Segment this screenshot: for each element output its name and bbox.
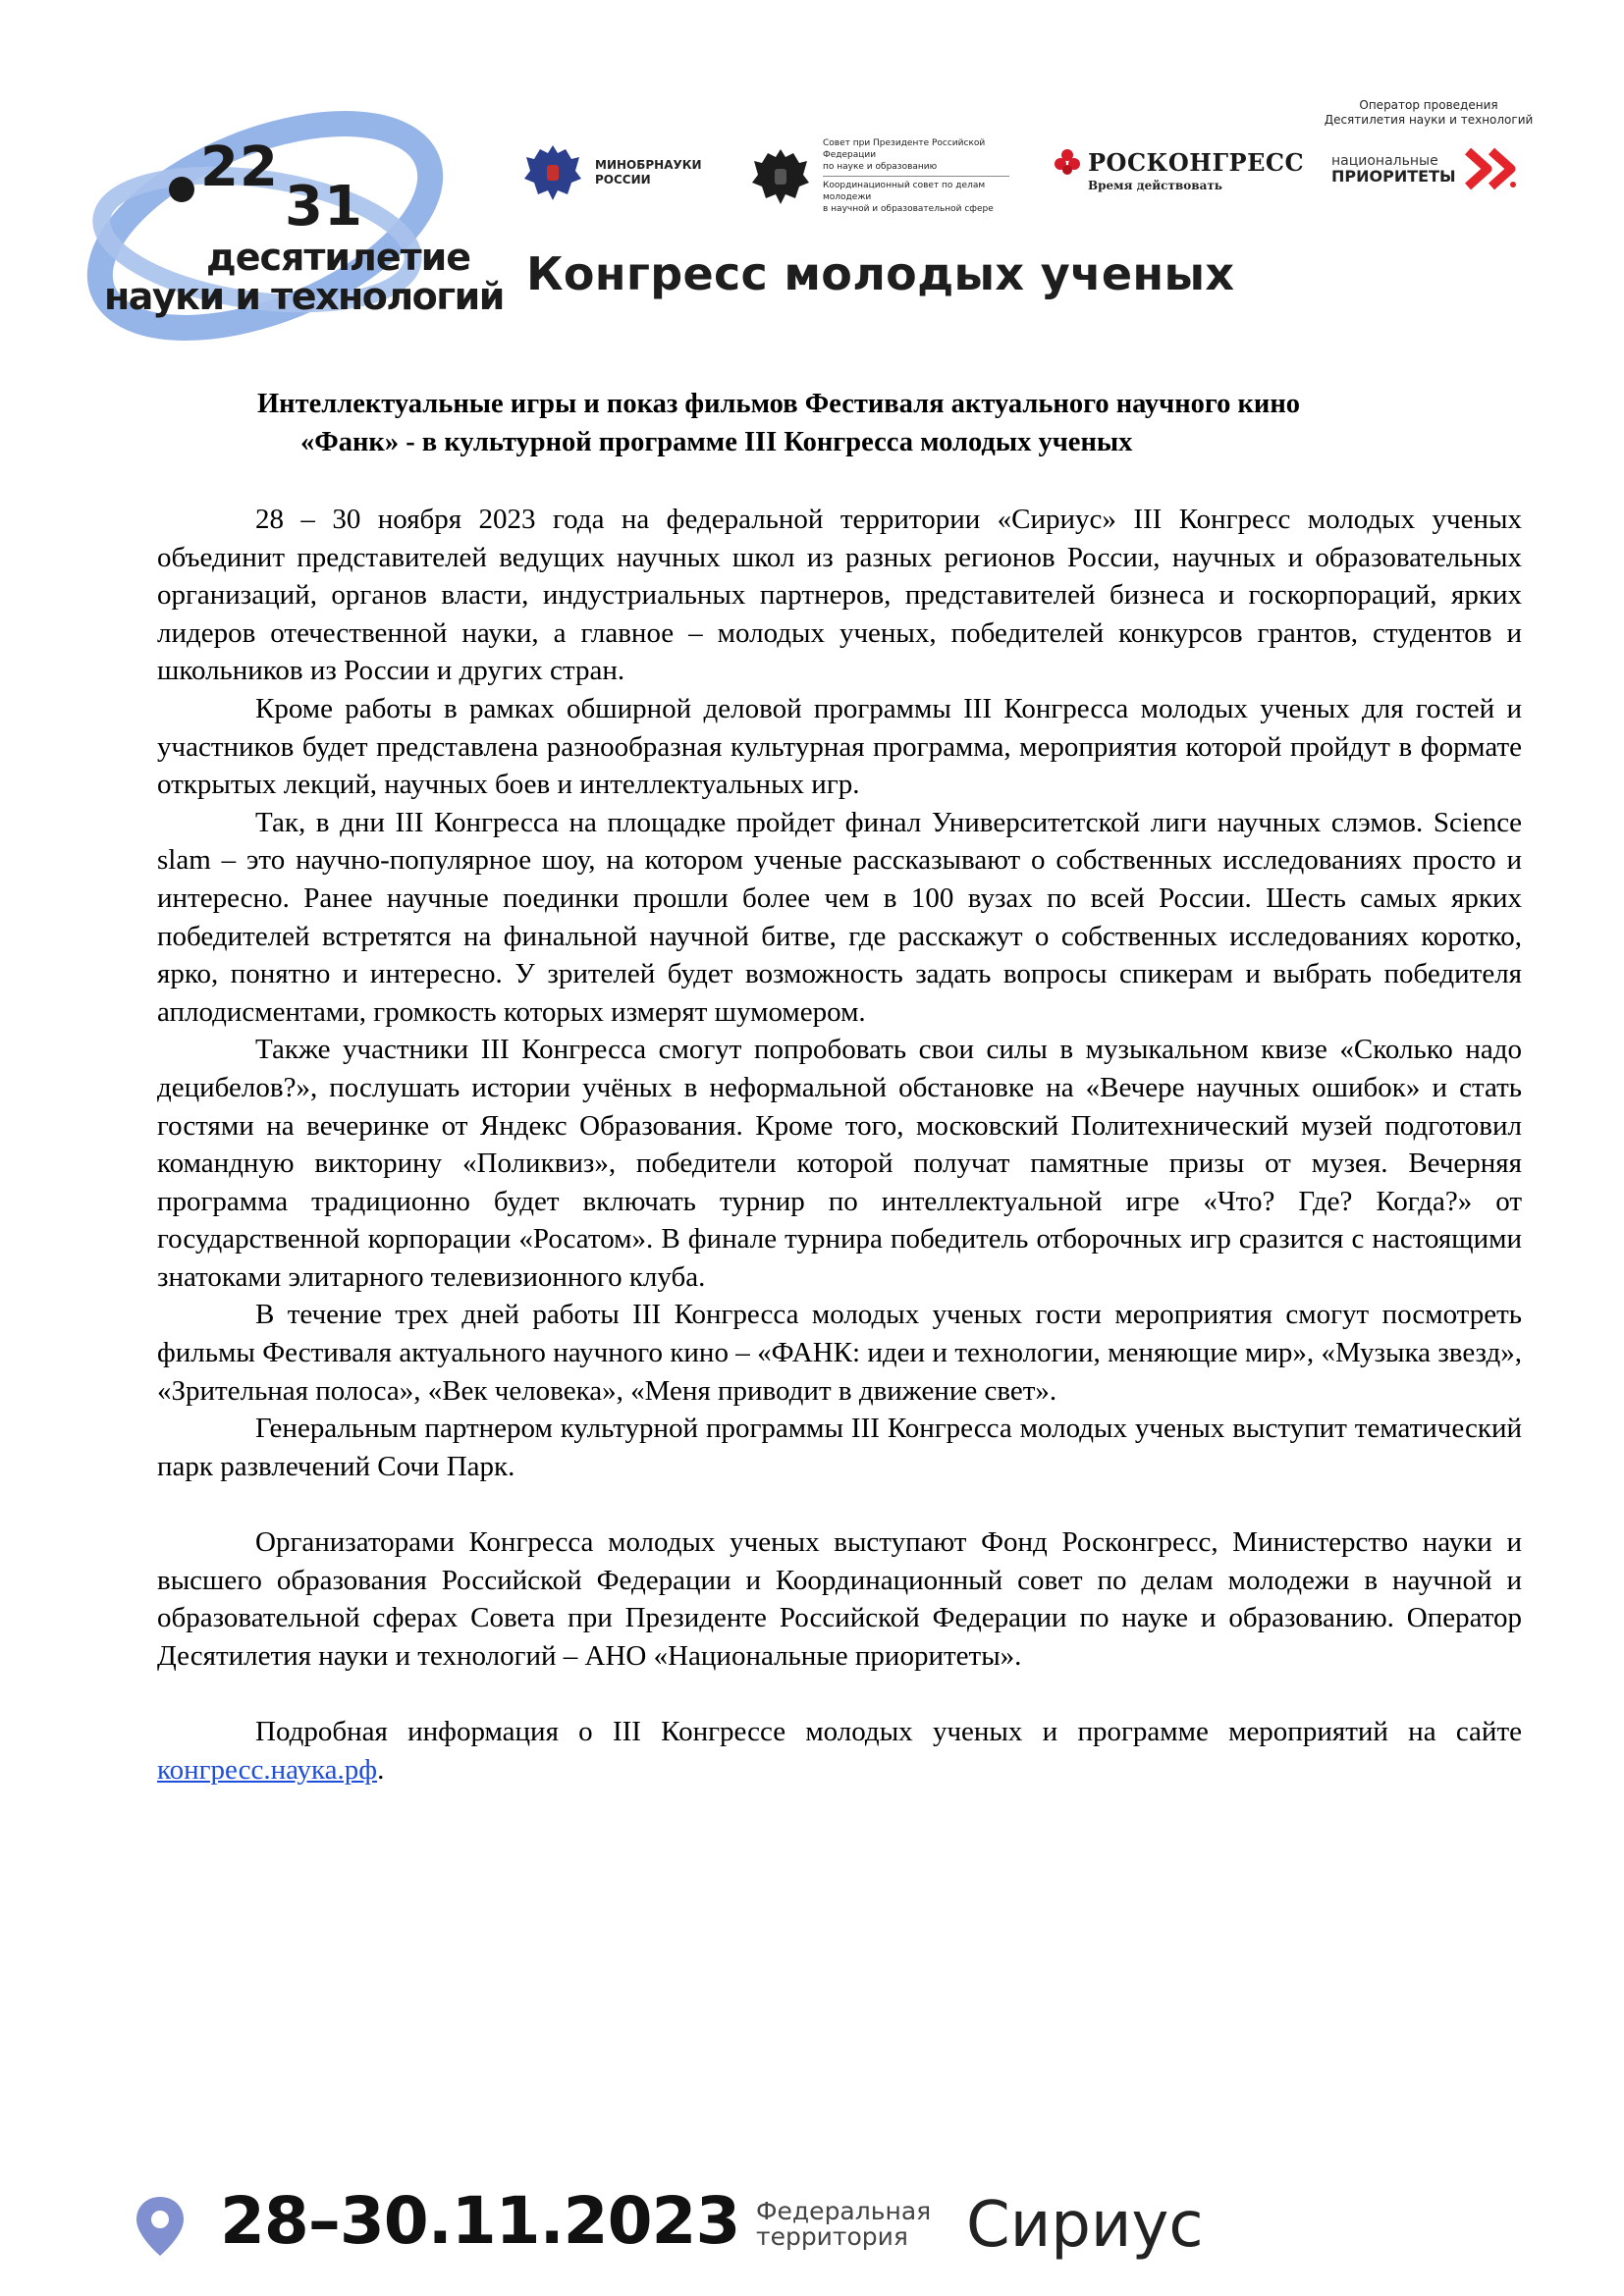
federal-territory-label: [756, 2199, 931, 2250]
council-logo: [750, 137, 1009, 215]
paragraph-science-slam: Так, в дни III Конгресса на площадке пройдет финал Университетской лиги научных слэмов. Science slam – это научно-популярное шоу, на котором ученые рассказывают о собственных исследованиях просто и интересно. Ранее научные поединки прошли более чем в 100 вузах по всей России. Шесть самых ярких победителей встретятся на финальной научной битве, где расскажут о собственных исследованиях коротко, ярко, понятно и интересно. У зрителей будет возможность задать вопросы спикерам и выбрать победителя аплодисментами, громкость которых измерят шумомером.: [157, 806, 1522, 1028]
council-name: [823, 137, 1009, 215]
press-release-body: [157, 501, 1522, 1789]
event-dates: 28–30.11.2023: [220, 2183, 740, 2259]
press-release-headline: [257, 385, 1514, 461]
page-footer: [0, 2169, 1624, 2277]
headline-line1: Интеллектуальные игры и показ фильмов Фестиваля актуального научного кино: [257, 389, 1301, 419]
paragraph-more-info: [157, 1713, 1522, 1789]
headline-line2: «Фанк» - в культурной программе III Конгресса молодых ученых: [300, 427, 1133, 457]
paragraph-general-partner: Генеральным партнером культурной программы III Конгресса молодых ученых выступит тематический парк развлечений Сочи Парк.: [157, 1413, 1522, 1482]
paragraph-dates-participants: 28 – 30 ноября 2023 года на федеральной территории «Сириус» III Конгресс молодых ученых объединит представителей ведущих научных школ из разных регионов России, научных и образовательных организаций, органов власти, индустриальных партнеров, представителей бизнеса и госкорпораций, ярких лидеров отечественной науки, а главное – молодых ученых, победителей конкурсов грантов, студентов и школьников из России и других стран.: [157, 504, 1522, 687]
federal-territory-line1: Федеральная: [756, 2197, 932, 2225]
paragraph-organizers: Организаторами Конгресса молодых ученых выступают Фонд Росконгресс, Министерство науки и высшего образования Российской Федерации и Координационный совет по делам молодежи в научной и образовательной сферах Совета при Президенте Российской Федерации по науке и образованию. Оператор Десятилетия науки и технологий – АНО «Национальные приоритеты».: [157, 1526, 1522, 1672]
logo-year-start: 22: [200, 135, 279, 199]
federal-territory-line2: территория: [756, 2222, 908, 2251]
operator-caption-line2: Десятилетия науки и технологий: [1324, 113, 1534, 127]
decade-of-science-logo: [0, 0, 511, 373]
np-name-line2: ПРИОРИТЕТЫ: [1331, 166, 1456, 186]
logo-text-line1: десятилетие: [206, 236, 471, 279]
logo-text-line2: науки и технологий: [104, 275, 504, 318]
council-line3: Координационный совет по делам молодежи: [823, 181, 986, 202]
council-line4: в научной и образовательной сфере: [823, 204, 994, 214]
roscongress-name: РОСКОНГРЕСС: [1088, 147, 1305, 177]
decade-operator-caption: [1316, 98, 1542, 128]
congress-title: Конгресс молодых ученых: [526, 247, 1235, 300]
logo-dot: [169, 177, 194, 202]
event-location: Сириус: [966, 2189, 1204, 2262]
national-priorities-chevron-icon: [1462, 147, 1531, 190]
page-header: [0, 0, 1624, 373]
national-priorities-logo: [1331, 147, 1531, 190]
double-headed-eagle-icon: [522, 139, 583, 206]
operator-caption-line1: Оператор проведения: [1359, 98, 1498, 112]
paragraph-film-festival: В течение трех дней работы III Конгресса молодых ученых гости мероприятия смогут посмотреть фильмы Фестиваля актуального научного кино – «ФАНК: идеи и технологии, меняющие мир», «Музыка звезд», «Зрительная полоса», «Век человека», «Меня приводит в движение свет».: [157, 1299, 1522, 1407]
ministry-name-line1: МИНОБРНАУКИ: [595, 158, 702, 172]
location-pin-icon: [134, 2195, 187, 2258]
council-line1: Совет при Президенте Российской Федерации: [823, 138, 986, 160]
roscongress-flower-icon: [1053, 147, 1082, 177]
ministry-logo: [522, 139, 702, 206]
logo-year-end: 31: [285, 175, 363, 239]
council-divider: [823, 176, 1009, 177]
paragraph-cultural-program: Кроме работы в рамках обширной деловой программы III Конгресса молодых ученых для гостей и участников будет представлена разнообразная культурная программа, мероприятия которой пройдут в формате открытых лекций, научных боев и интеллектуальных игр.: [157, 692, 1522, 801]
congress-website-link[interactable]: конгресс.наука.рф: [157, 1753, 378, 1786]
double-headed-eagle-icon: [750, 143, 811, 210]
np-name-line1: национальные: [1331, 152, 1438, 169]
roscongress-logo: [1053, 147, 1304, 192]
more-info-text: Подробная информация о III Конгрессе молодых ученых и программе мероприятий на сайте: [255, 1716, 1522, 1747]
more-info-period: .: [377, 1753, 385, 1786]
paragraph-quiz-events: Также участники III Конгресса смогут попробовать свои силы в музыкальном квизе «Сколько надо децибелов?», послушать истории учёных в неформальной обстановке на «Вечере научных ошибок» и стать гостями на вечеринке от Яндекс Образования. Кроме того, московский Политехнический музей подготовил командную викторину «Поликвиз», победители которой получат памятные призы от музея. Вечерняя программа традиционно будет включать турнир по интеллектуальной игре «Что? Где? Когда?» от государственной корпорации «Росатом». В финале турнира победитель отборочных игр сразится с настоящими знатоками элитарного телевизионного клуба.: [157, 1034, 1522, 1293]
ministry-name: [595, 158, 702, 187]
council-line2: по науке и образованию: [823, 162, 938, 172]
national-priorities-name: [1331, 153, 1456, 186]
roscongress-slogan: Время действовать: [1088, 179, 1222, 192]
ministry-name-line2: РОССИИ: [595, 173, 651, 187]
